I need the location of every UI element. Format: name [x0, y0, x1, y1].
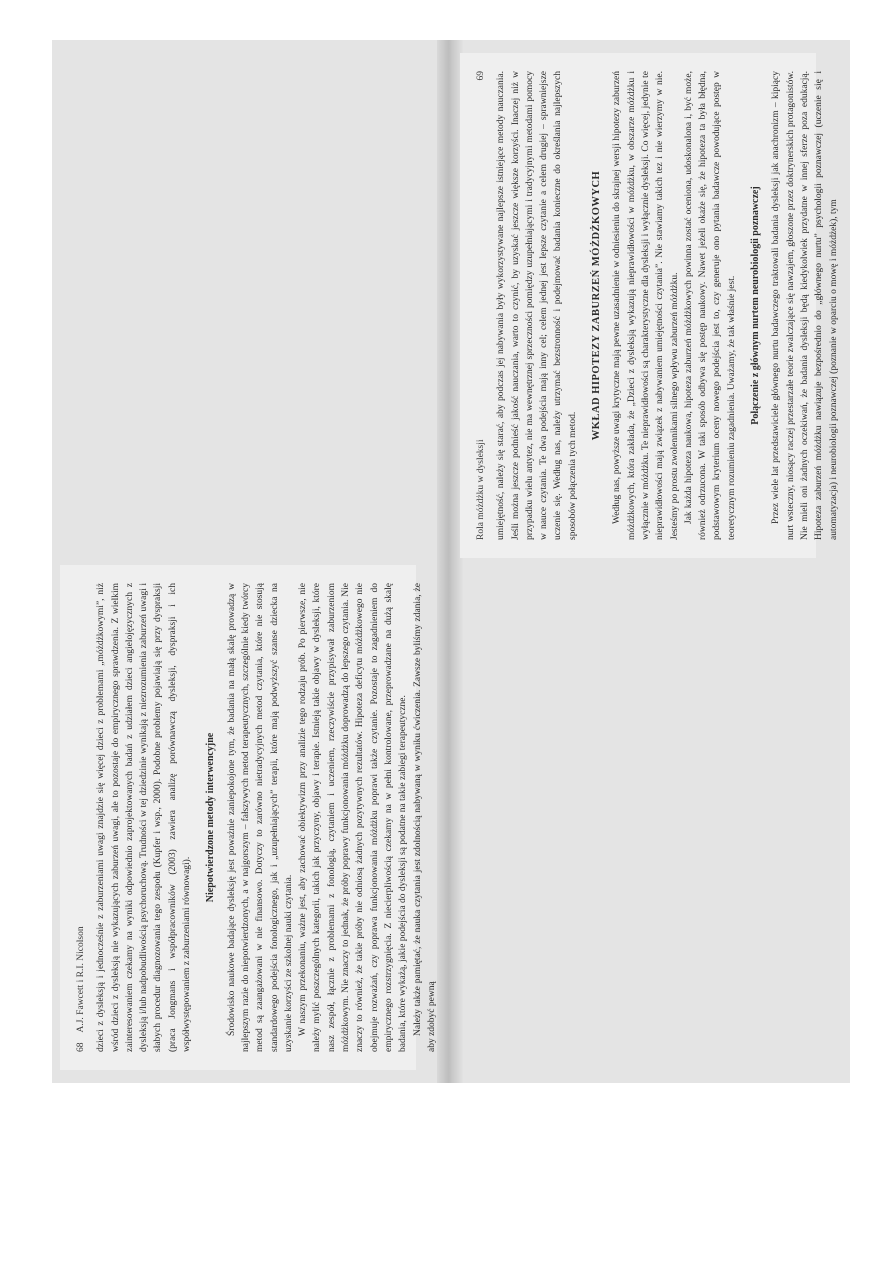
page-68: [60, 565, 437, 1070]
page-number: 68: [76, 1042, 86, 1052]
paragraph: umiejętność, należy się starać, aby podczas jej nabywania były wykorzystywane najlepsze istniejące metody nauczania. Jeśli można jeszcze podnieść jakość nauczania, warto to czynić, by uzyskać jeszcze większe korzyści. Inaczej niż w przypadku wielu antytez, nie ma wewnętrznej sprzeczności pomiędzy uzupełniającymi i tradycyjnymi metodami pomocy w nauce czytania. Te dwa podejścia mają inny cel; celem jednej jest lepsze czytanie a celem drugiej – sprawniejsze uczenie się. Według nas, należy utrzymać bezstronność i podejmować badania konieczne do określania najlepszych sposobów połączenia tych metod.: [496, 71, 578, 540]
subsection-heading: Połączenie z głównym nurtem neurobiologii poznawczej: [750, 186, 762, 425]
page-number: 69: [476, 71, 486, 81]
running-head-left: [74, 583, 88, 1052]
paragraph: dzieci z dysleksją i jednocześnie z zaburzeniami uwagi znajdzie się więcej dzieci z problemami „móżdżkowymi”, niż wśród dzieci z dysleksją nie wykazujących zaburzeń uwagi, ale to pozostaje do empirycznego sprawdzenia. Z wielkim zainteresowaniem czekamy na wyniki odpowiednio zaprojektowanych badań z udziałem dzieci angielojęzycznych z dysleksją i/lub nadpobudliwością psychoruchową. Trudności w tej dziedzinie wynikają z niezrozumienia zaburzeń uwagi i słabych procedur diagnozowania tego zespołu (Kupfer i wsp., 2000). Podobne problemy pojawiają się przy dyspraksji (praca Jongmans i współpracowników (2003) zawiera analizę porównawczą dysleksji, dyspraksji i ich współwystępowaniem z zaburzeniami równowagi).: [96, 583, 193, 1052]
book-spread-scan: [52, 40, 850, 1083]
page-69: [460, 53, 839, 558]
section-heading: Niepotwierdzone metody interwencyjne: [205, 732, 217, 903]
running-head-right: [474, 71, 488, 540]
paragraph: Przez wiele lat przedstawiciele głównego nurtu badawczego traktowali badania dysleksji jak anachronizm – kipiący nurt wsteczny, niosący raczej przestarzałe teorie zwalczające się nawzajem, głoszone przez doktrynerskich protagonistów. Nie mieli oni żadnych oczekiwań, że badania dysleksji będą kiedykolwiek przydatne w innej sferze poza edukacją. Hipoteza zaburzeń móżdżku nawiązuje bezpośrednio do „głównego nurtu” psychologii poznawczej (uczenie się i automatyzacja) i neurobiologii poznawczej (poznanie w oparciu o mowę i móżdżek), tym: [771, 71, 839, 540]
paragraph: Jak każda hipoteza naukowa, hipoteza zaburzeń móżdżkowych powinna zostać oceniona, udoskonalona i, być może, również odrzucona. W taki sposób odbywa się postęp naukowy. Nawet jeżeli okaże się, że hipoteza ta była błędna, podstawowym kryterium oceny nowego podejścia jest to, czy generuje ono pytania badawcze powodujące postęp w teoretycznym rozumieniu zagadnienia. Uważamy, że tak właśnie jest.: [683, 71, 737, 540]
paragraph: Środowisko naukowe badające dysleksję jest poważnie zaniepokojone tym, że badania na małą skalę prowadzą w najlepszym razie do niepotwierdzonych, a w najgorszym – fałszywych metod terapeutycznych, szczególnie kiedy twórcy metod są zaangażowani w nie finansowo. Dotyczy to zarówno nietradycyjnych metod czytania, które nie stosują standardowego podejścia fonologicznego, jak i „uzupełniających” terapii, które mają podwyższyć szanse dziecka na uzyskanie korzyści ze szkolnej nauki czytania.: [226, 583, 294, 1052]
running-head-authors: A.J. Fawcett i R.I. Nicolson: [76, 926, 86, 1033]
paragraph: Należy także pamiętać, że nauka czytania jest zdolnością nabywaną w wyniku ćwiczenia. Zawsze byliśmy zdania, że aby zdobyć pewną: [412, 583, 437, 1052]
paragraph: W naszym przekonaniu, ważne jest, aby zachować obiektywizm przy analizie tego rodzaju prób. Po pierwsze, nie należy mylić poszczególnych kategorii, takich jak przyczyny, objawy i terapie. Istnieją takie objawy w dysleksji, które nasz zespół, łącznie z problemami z fonologią, czytaniem i uczeniem, rzeczywiście przypisywał zaburzeniom móżdżkowym. Nie znaczy to jednak, że próby poprawy funkcjonowania móżdżku doprowadzą do lepszego czytania. Nie znaczy to również, że takie próby nie odniosą żadnych pozytywnych rezultatów. Hipoteza deficytu móżdżkowego nie obejmuje rozważań, czy poprawa funkcjonowania móżdżku poprawi także czytanie. Pozostaje to zagadnieniem do empirycznego rozstrzygnięcia. Z niecierpliwością czekamy na w pełni kontrolowane, przeprowadzane na dużą skalę badania, które wykażą, jakie podejścia do dysleksji są podatne na takie zabiegi terapeutyczne.: [298, 583, 409, 1052]
section-heading: WKŁAD HIPOTEZY ZABURZEŃ MÓŻDŻKOWYCH: [591, 170, 603, 441]
running-head-title: Rola móżdżku w dysleksji: [476, 439, 486, 540]
paragraph: Według nas, powyższe uwagi krytyczne mają pewne uzasadnienie w odniesieniu do skrajnej wersji hipotezy zaburzeń móżdżkowych, która zakłada, że „Dzieci z dysleksją wykazują nieprawidłowości w móżdżku, w obszarze móżdżku i wyłącznie w móżdżku. Te nieprawidłowości są charakterystyczne dla dysleksji i wyłącznie dysleksji. Co więcej, jedynie te nieprawidłowości mają związek z nabywaniem umiejętności czytania”. Nie stawiamy takich tez i nie wierzymy w nie. Jesteśmy po prostu zwolennikami silnego wpływu zaburzeń móżdżku.: [612, 71, 680, 540]
